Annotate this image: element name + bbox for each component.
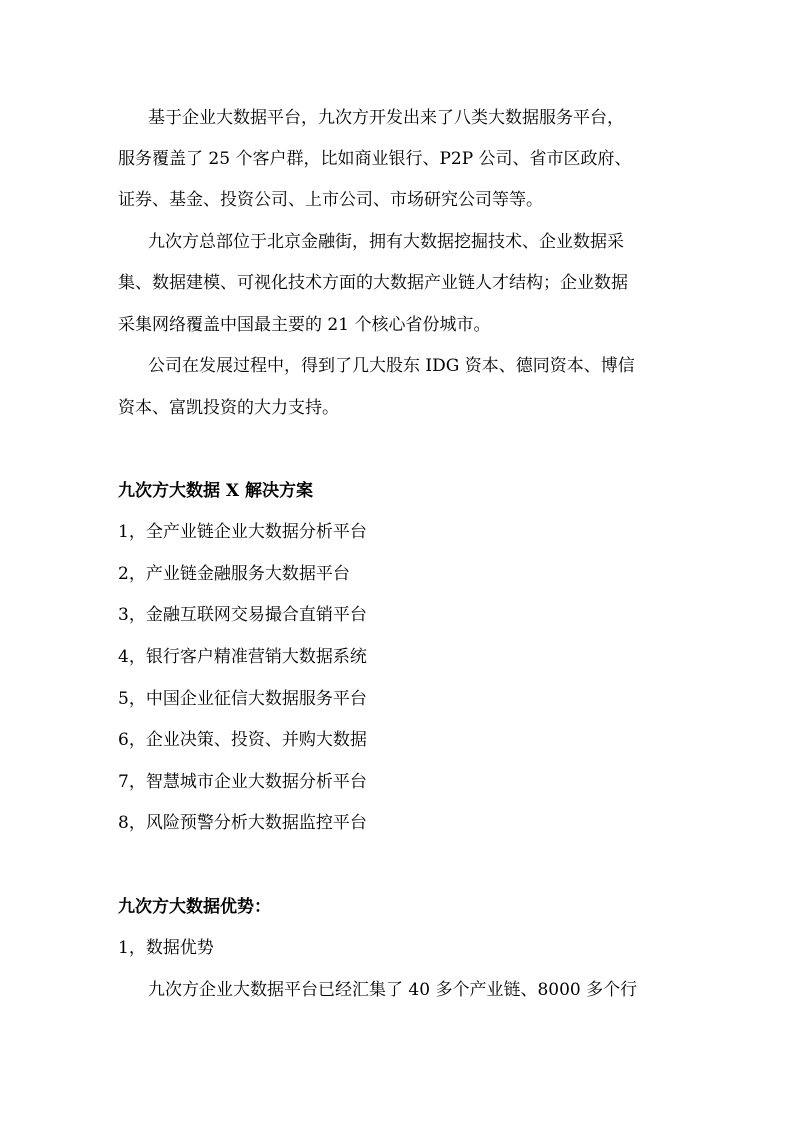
solution-item-1: 1，全产业链企业大数据分析平台 (118, 522, 367, 542)
advantage-item-1-label: 1，数据优势 (118, 938, 214, 958)
solution-item-3: 3，金融互联网交易撮合直销平台 (118, 605, 367, 625)
solution-item-2: 2，产业链金融服务大数据平台 (118, 564, 350, 584)
intro-p1-line2: 服务覆盖了 25 个客户群，比如商业银行、P2P 公司、省市区政府、 (118, 149, 632, 169)
intro-p2-line3: 采集网络覆盖中国最主要的 21 个核心省份城市。 (118, 315, 491, 335)
advantage-item-1-text: 九次方企业大数据平台已经汇集了 40 多个产业链、8000 多个行 (148, 980, 638, 1000)
intro-p3-line2: 资本、富凯投资的大力支持。 (118, 398, 339, 418)
solution-item-6: 6，企业决策、投资、并购大数据 (118, 730, 367, 750)
solution-item-5: 5，中国企业征信大数据服务平台 (118, 689, 367, 709)
solution-item-8: 8，风险预警分析大数据监控平台 (118, 813, 367, 833)
solutions-heading: 九次方大数据 X 解决方案 (118, 481, 314, 501)
intro-p1-line3: 证券、基金、投资公司、上市公司、市场研究公司等等。 (118, 190, 543, 210)
advantages-heading: 九次方大数据优势： (118, 897, 271, 917)
intro-p2-line2: 集、数据建模、可视化技术方面的大数据产业链人才结构；企业数据 (118, 273, 628, 293)
intro-p3-line1: 公司在发展过程中，得到了几大股东 IDG 资本、德同资本、博信 (148, 356, 635, 376)
solution-item-4: 4，银行客户精准营销大数据系统 (118, 647, 367, 667)
solution-item-7: 7，智慧城市企业大数据分析平台 (118, 772, 367, 792)
intro-p1-line1: 基于企业大数据平台，九次方开发出来了八类大数据服务平台， (148, 108, 624, 128)
intro-p2-line1: 九次方总部位于北京金融街，拥有大数据挖掘技术、企业数据采 (148, 232, 624, 252)
